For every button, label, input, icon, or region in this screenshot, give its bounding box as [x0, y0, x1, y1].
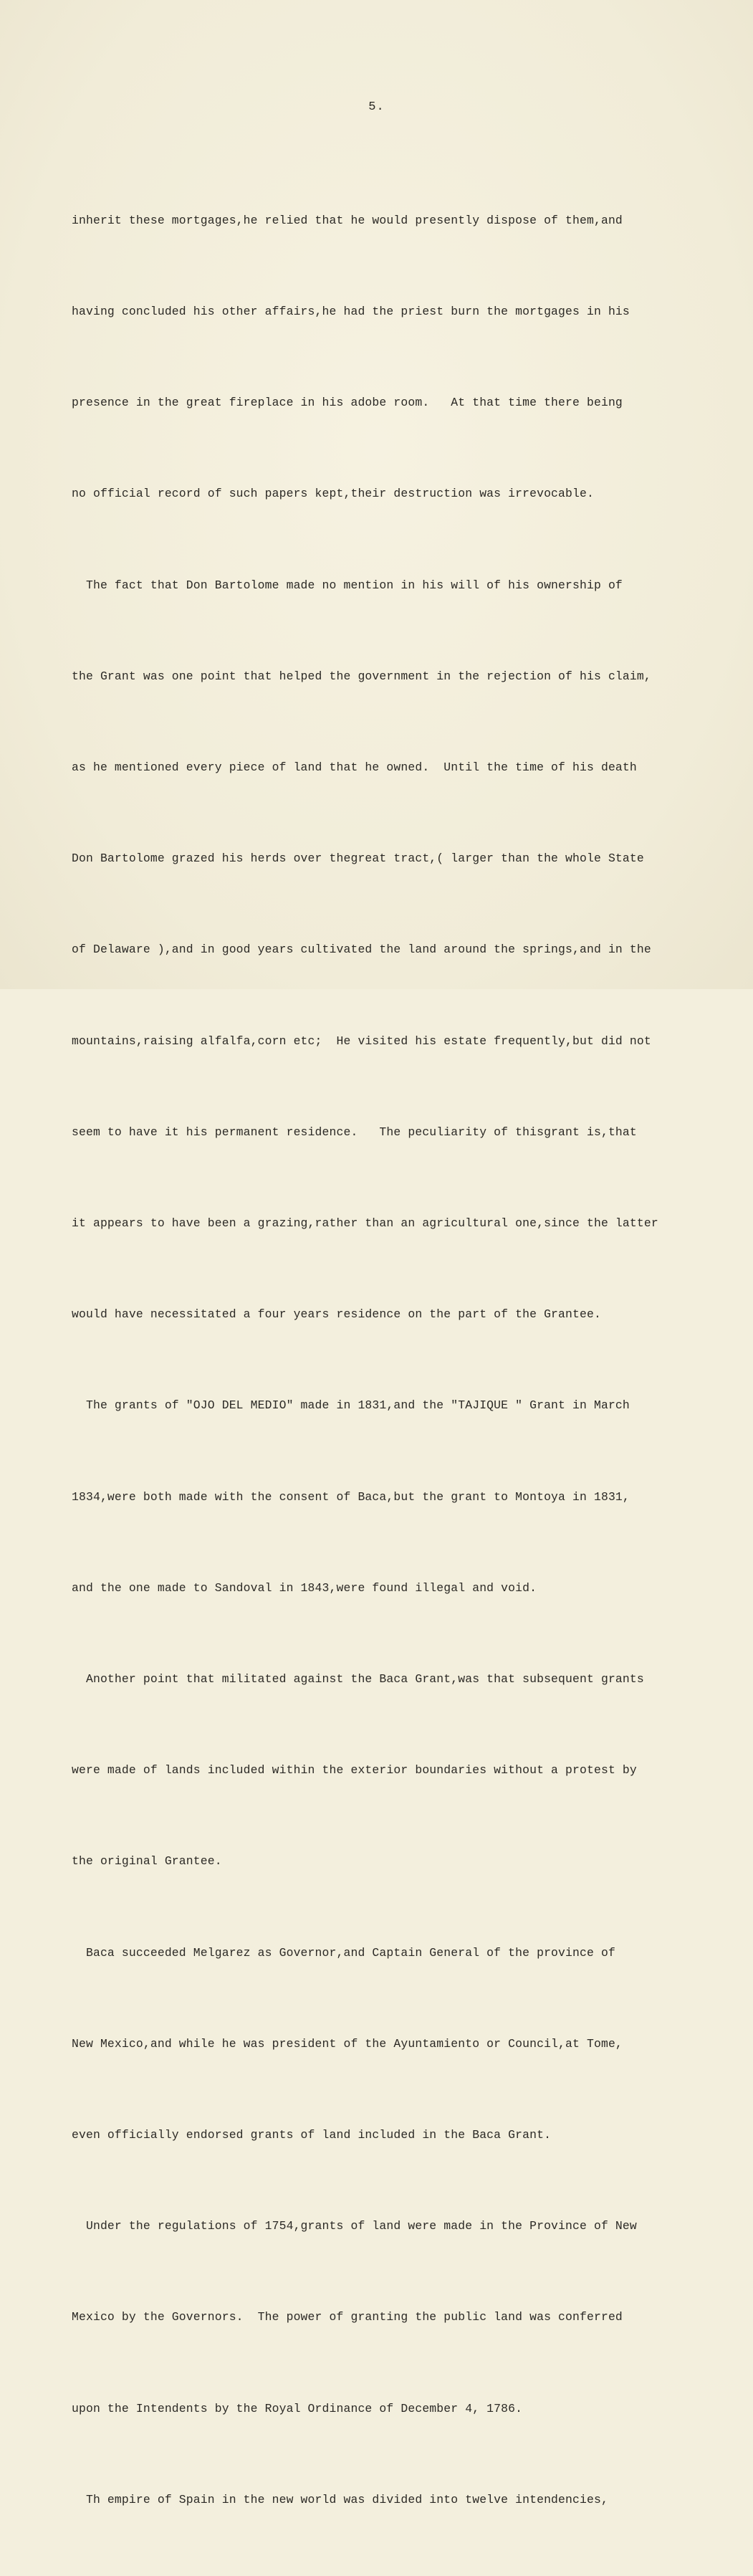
text-line: New Mexico,and while he was president of the Ayuntamiento or Council,at Tome,: [72, 2036, 623, 2051]
text-line: the original Grantee.: [72, 1854, 222, 1869]
text-line: Baca succeeded Melgarez as Governor,and Captain General of the province of: [72, 1945, 615, 1960]
text-line: no official record of such papers kept,their destruction was irrevocable.: [72, 487, 594, 501]
text-line: Under the regulations of 1754,grants of land were made in the Province of New: [72, 2219, 637, 2233]
text-line: would have necessitated a four years residence on the part of the Grantee.: [72, 1307, 601, 1322]
text-line: The grants of "OJO DEL MEDIO" made in 1831,and the "TAJIQUE " Grant in March: [72, 1398, 630, 1413]
text-line: 1834,were both made with the consent of Baca,but the grant to Montoya in 1831,: [72, 1489, 630, 1504]
text-line: presence in the great fireplace in his adobe room. At that time there being: [72, 396, 623, 410]
text-line: as he mentioned every piece of land that he owned. Until the time of his death: [72, 760, 637, 775]
text-line: even officially endorsed grants of land included in the Baca Grant.: [72, 2128, 552, 2142]
text-line: inherit these mortgages,he relied that he would presently dispose of them,and: [72, 213, 623, 227]
text-line: Th empire of Spain in the new world was divided into twelve intendencies,: [72, 2492, 608, 2506]
page-number: 5.: [368, 100, 385, 114]
text-line: Mexico by the Governors. The power of granting the public land was conferred: [72, 2310, 623, 2324]
text-line: it appears to have been a grazing,rather than an agricultural one,since the latter: [72, 1216, 658, 1231]
text-line: seem to have it his permanent residence. The peculiarity of thisgrant is,that: [72, 1125, 637, 1139]
text-line: The fact that Don Bartolome made no mention in his will of his ownership of: [72, 578, 623, 592]
text-line: Don Bartolome grazed his herds over thegreat tract,( larger than the whole State: [72, 851, 644, 866]
text-line: mountains,raising alfalfa,corn etc; He visited his estate frequently,but did not: [72, 1034, 651, 1048]
text-line: upon the Intendents by the Royal Ordinance of December 4, 1786.: [72, 2401, 523, 2415]
document-body: [72, 145, 702, 2576]
text-line: Another point that militated against the Baca Grant,was that subsequent grants: [72, 1672, 644, 1687]
text-line: and the one made to Sandoval in 1843,were found illegal and void.: [72, 1580, 537, 1595]
text-line: of Delaware ),and in good years cultivated the land around the springs,and in the: [72, 943, 651, 957]
text-line: the Grant was one point that helped the government in the rejection of his claim,: [72, 669, 651, 683]
text-line: were made of lands included within the exterior boundaries without a protest by: [72, 1763, 637, 1778]
text-line: having concluded his other affairs,he had the priest burn the mortgages in his: [72, 305, 630, 319]
